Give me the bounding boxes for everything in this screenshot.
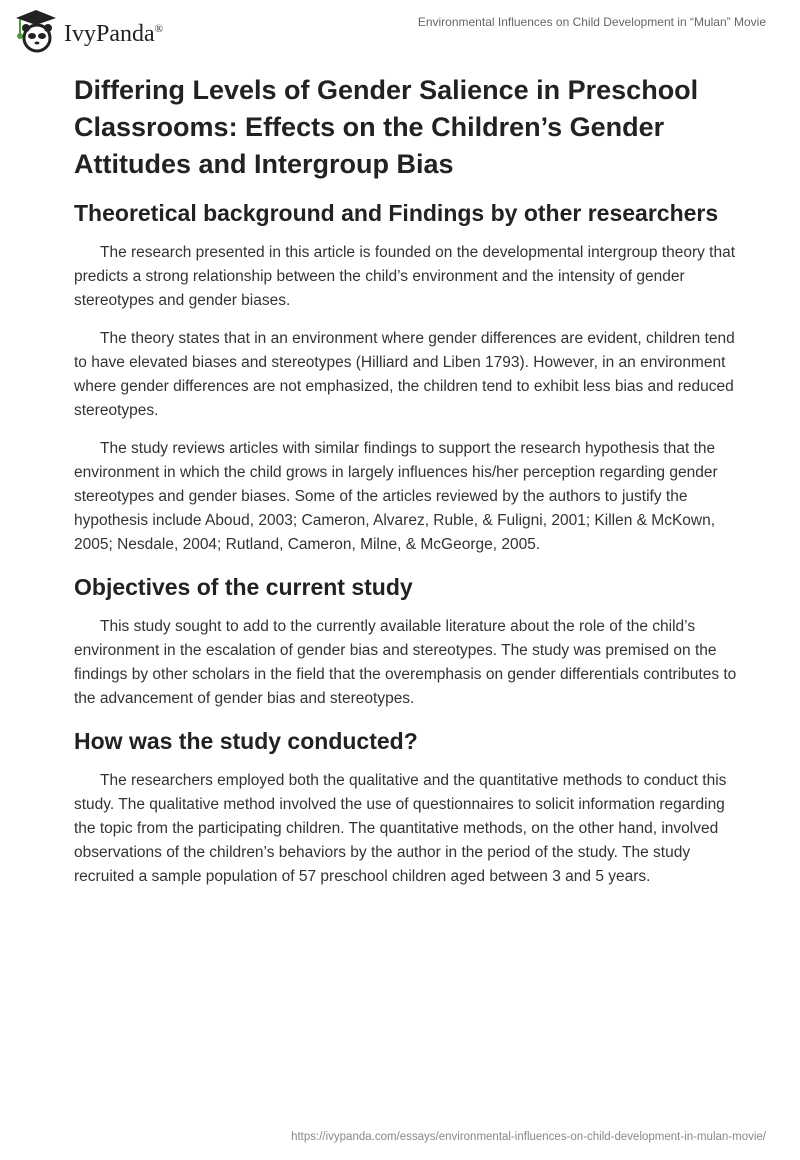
ivypanda-logo[interactable] xyxy=(12,8,163,54)
section-heading: Theoretical background and Findings by other researchers xyxy=(74,200,719,226)
article xyxy=(74,72,738,903)
paragraph: The theory states that in an environment where gender differences are evident, children tend to have elevated biases and stereotypes (Hilliard and Liben 1793). However, in an environment where gender differences are not emphasized, the children tend to exhibit less bias and reduced stereotypes. xyxy=(74,330,735,419)
panda-graduate-icon xyxy=(12,8,58,54)
paragraph: The study reviews articles with similar findings to support the research hypothesis that the environment in which the child grows in largely influences his/her perception regarding gender stereotypes and gender biases. Some of the articles reviewed by the authors to justify the hypothesis include Aboud, 2003; Cameron, Alvarez, Ruble, & Fuligni, 2001; Killen & McKown, 2005; Nesdale, 2004; Rutland, Cameron, Milne, & McGeorge, 2005. xyxy=(74,440,718,553)
section-heading: How was the study conducted? xyxy=(74,728,418,754)
registered-mark: ® xyxy=(154,22,164,35)
page-header xyxy=(0,0,800,60)
article-title: Differing Levels of Gender Salience in Preschool Classrooms: Effects on the Children’s Gender Attitudes and Intergroup Bias xyxy=(74,75,699,179)
brand-name: IvyPanda xyxy=(64,20,155,47)
paragraph: This study sought to add to the currently available literature about the role of the child’s environment in the escalation of gender bias and stereotypes. The study was premised on the findings by other scholars in the field that the overemphasis on gender differentials contributes to the advancement of gender bias and stereotypes. xyxy=(74,618,737,707)
paragraph: The researchers employed both the qualitative and the quantitative methods to conduct this study. The qualitative method involved the use of questionnaires to solicit information regarding the topic from the participating children. The quantitative methods, on the other hand, involved observations of the children’s behaviors by the author in the period of the study. The study recruited a sample population of 57 preschool children aged between 3 and 5 years. xyxy=(74,772,727,885)
source-url[interactable]: https://ivypanda.com/essays/environmental-influences-on-child-development-in-mulan-movie/ xyxy=(291,1131,766,1143)
document-title: Environmental Influences on Child Development in “Mulan” Movie xyxy=(417,15,766,29)
section-heading: Objectives of the current study xyxy=(74,574,413,600)
paragraph: The research presented in this article is founded on the developmental intergroup theory that predicts a strong relationship between the child’s environment and the intensity of gender stereotypes and gender biases. xyxy=(74,244,736,309)
